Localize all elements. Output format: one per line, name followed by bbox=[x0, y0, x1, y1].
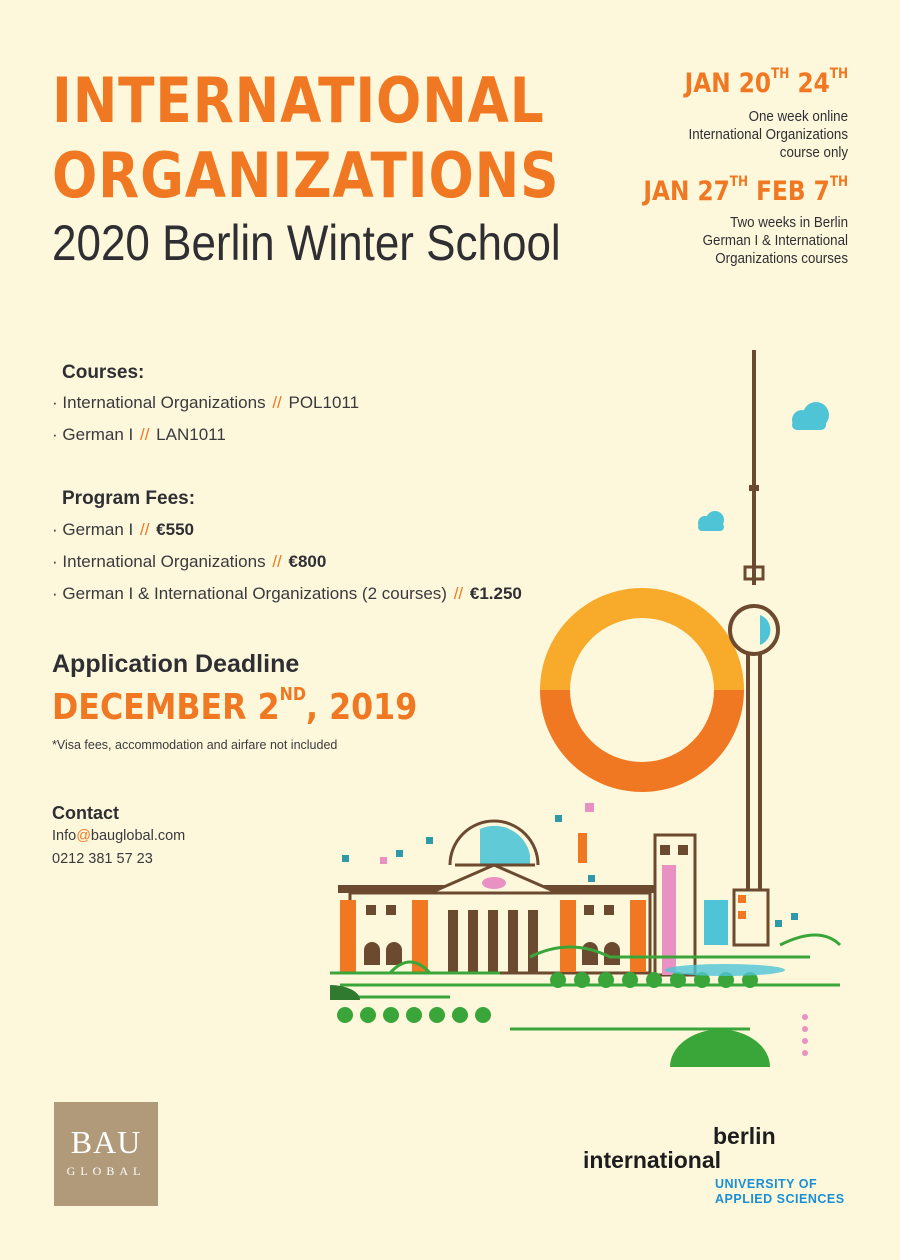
date-1-start-suffix: TH bbox=[770, 66, 790, 82]
cloud-icon bbox=[698, 511, 724, 531]
hill-shape bbox=[670, 1030, 770, 1068]
date-2-start-suffix: TH bbox=[729, 174, 748, 190]
title-line-1: INTERNATIONAL bbox=[52, 64, 545, 137]
contact-phone[interactable]: 0212 381 57 23 bbox=[52, 851, 153, 867]
bi-logo-university-line: UNIVERSITY OF bbox=[715, 1177, 818, 1191]
date-1-end-suffix: TH bbox=[829, 66, 848, 82]
bau-logo-bottom: GLOBAL bbox=[66, 1164, 146, 1178]
deadline-date-suffix: ND bbox=[279, 684, 307, 705]
fee-price: €1.250 bbox=[469, 584, 522, 603]
course-name: German I bbox=[62, 425, 134, 444]
date-2-description bbox=[627, 214, 848, 268]
fee-item: · International Organizations // €800 bbox=[52, 552, 327, 571]
fee-name: International Organizations bbox=[62, 552, 266, 571]
separator: // bbox=[272, 393, 282, 412]
visa-note: *Visa fees, accommodation and airfare not included bbox=[52, 738, 338, 752]
fee-item: · German I // €550 bbox=[52, 520, 194, 539]
course-name: International Organizations bbox=[62, 393, 266, 412]
course-code: LAN1011 bbox=[156, 425, 226, 444]
deadline-heading: Application Deadline bbox=[52, 650, 300, 678]
cloud-icon bbox=[792, 402, 829, 430]
fee-name: German I & International Organizations (2 courses) bbox=[62, 584, 447, 603]
date-1-end: 24 bbox=[797, 68, 830, 99]
water-shape bbox=[665, 964, 785, 976]
sun-ring-icon bbox=[540, 588, 744, 792]
deadline-date-prefix: DECEMBER 2 bbox=[52, 687, 280, 728]
fee-price: €550 bbox=[156, 520, 194, 539]
deadline-date-year: , 2019 bbox=[306, 687, 418, 728]
date-1-start: JAN 20 bbox=[684, 68, 771, 99]
date-1-description bbox=[627, 108, 848, 162]
course-item: · German I // LAN1011 bbox=[52, 425, 226, 444]
date-range-2 bbox=[643, 174, 848, 207]
fees-heading: Program Fees: bbox=[62, 488, 196, 509]
date-2-end: FEB 7 bbox=[756, 176, 830, 207]
bau-logo-top: BAU bbox=[70, 1124, 142, 1160]
email-at: @ bbox=[76, 828, 91, 844]
date-2-desc-line: Organizations courses bbox=[715, 251, 848, 267]
date-1-desc-line: One week online bbox=[748, 109, 848, 125]
bi-logo-international: international bbox=[583, 1147, 722, 1173]
date-2-desc-line: German I & International bbox=[702, 233, 848, 249]
date-range-1 bbox=[684, 66, 848, 99]
page-subtitle: 2020 Berlin Winter School bbox=[52, 215, 561, 271]
date-2-desc-line: Two weeks in Berlin bbox=[730, 215, 848, 231]
course-code: POL1011 bbox=[288, 393, 360, 412]
fee-name: German I bbox=[62, 520, 134, 539]
separator: // bbox=[453, 584, 464, 603]
title-line-2: ORGANIZATIONS bbox=[52, 139, 560, 212]
contact-email[interactable] bbox=[52, 828, 185, 844]
separator: // bbox=[272, 552, 282, 571]
fee-price: €800 bbox=[288, 552, 327, 571]
hill-shape bbox=[330, 985, 360, 1000]
courses-heading: Courses: bbox=[62, 362, 145, 383]
date-2-start: JAN 27 bbox=[643, 176, 730, 207]
contact-heading: Contact bbox=[52, 803, 119, 823]
bi-logo-university-line: APPLIED SCIENCES bbox=[715, 1192, 845, 1206]
bi-logo-berlin: berlin bbox=[713, 1123, 776, 1149]
course-item: · International Organizations // POL1011 bbox=[52, 393, 360, 412]
date-1-desc-line: International Organizations bbox=[688, 127, 848, 143]
berlin-skyline-illustration bbox=[330, 345, 870, 1085]
separator: // bbox=[139, 425, 150, 444]
bau-global-logo bbox=[54, 1102, 158, 1206]
email-user: Info bbox=[52, 828, 77, 844]
fee-item: · German I & International Organizations (2 courses) // €1.250 bbox=[52, 584, 522, 603]
date-2-end-suffix: TH bbox=[829, 174, 848, 190]
separator: // bbox=[139, 520, 150, 539]
date-1-desc-line: course only bbox=[779, 145, 848, 161]
reichstag-building-icon bbox=[338, 821, 695, 975]
email-domain: bauglobal.com bbox=[90, 828, 186, 844]
